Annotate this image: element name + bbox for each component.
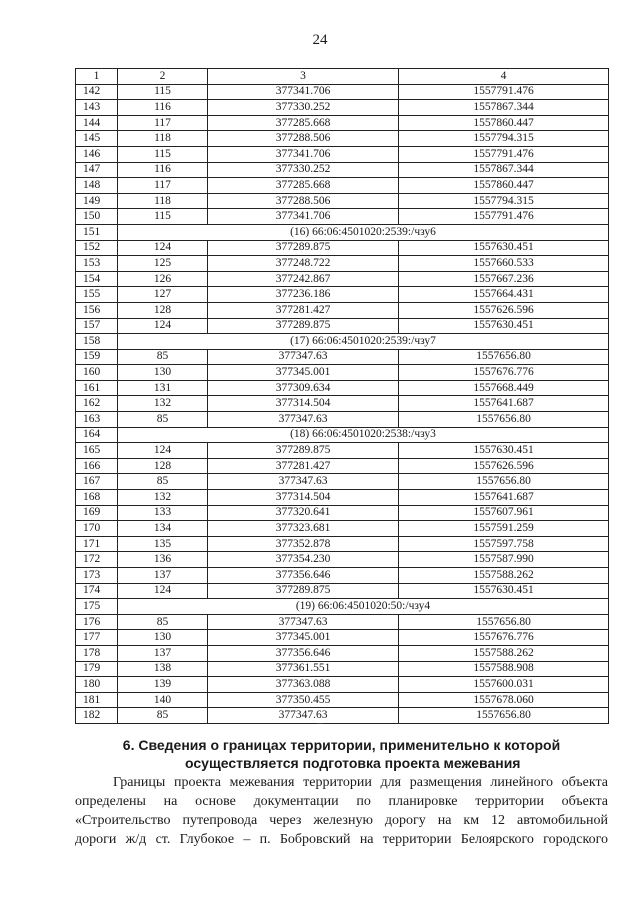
- body-line: определены на основе документации по планировке территории объекта: [75, 794, 608, 809]
- y-coordinate-cell: 1557626.596: [399, 458, 609, 474]
- y-coordinate-cell: 1557791.476: [399, 209, 609, 225]
- x-coordinate-cell: 377356.646: [208, 568, 399, 584]
- point-number-cell: 115: [118, 146, 208, 162]
- x-coordinate-cell: 377314.504: [208, 396, 399, 412]
- table-group-row: [76, 599, 609, 615]
- x-coordinate-cell: 377330.252: [208, 162, 399, 178]
- x-coordinate-cell: 377320.641: [208, 505, 399, 521]
- x-coordinate-cell: 377289.875: [208, 583, 399, 599]
- y-coordinate-cell: 1557626.596: [399, 302, 609, 318]
- x-coordinate-cell: 377289.875: [208, 318, 399, 334]
- x-coordinate-cell: 377236.186: [208, 287, 399, 303]
- point-number-cell: 85: [118, 349, 208, 365]
- y-coordinate-cell: 1557660.533: [399, 256, 609, 272]
- y-coordinate-cell: 1557656.80: [399, 614, 609, 630]
- table-row: [76, 583, 609, 599]
- row-number-cell: 155: [76, 287, 118, 303]
- y-coordinate-cell: 1557667.236: [399, 271, 609, 287]
- row-number-cell: 164: [76, 427, 118, 443]
- y-coordinate-cell: 1557656.80: [399, 474, 609, 490]
- page-number: 24: [312, 32, 328, 48]
- parcel-label-cell: (19) 66:06:4501020:50:/чзу4: [118, 599, 609, 615]
- row-number-cell: 181: [76, 692, 118, 708]
- row-number-cell: 158: [76, 334, 118, 350]
- table-row: [76, 365, 609, 381]
- point-number-cell: 137: [118, 645, 208, 661]
- table-row: [76, 677, 609, 693]
- table-row: [76, 412, 609, 428]
- row-number-cell: 142: [76, 84, 118, 100]
- row-number-cell: 148: [76, 178, 118, 194]
- y-coordinate-cell: 1557587.990: [399, 552, 609, 568]
- parcel-label-cell: (17) 66:06:4501020:2539:/чзу7: [118, 334, 609, 350]
- row-number-cell: 152: [76, 240, 118, 256]
- row-number-cell: 179: [76, 661, 118, 677]
- row-number-cell: 171: [76, 536, 118, 552]
- row-number-cell: 144: [76, 115, 118, 131]
- section-body: [75, 773, 608, 849]
- body-line: «Строительство путепровода через железную дорогу на км 12 автомобильной: [75, 813, 608, 828]
- table-row: [76, 318, 609, 334]
- y-coordinate-cell: 1557676.776: [399, 365, 609, 381]
- table-header-row: [76, 69, 609, 85]
- point-number-cell: 131: [118, 380, 208, 396]
- column-header: 2: [118, 69, 208, 85]
- table-row: [76, 302, 609, 318]
- row-number-cell: 163: [76, 412, 118, 428]
- table-group-row: [76, 224, 609, 240]
- table-row: [76, 536, 609, 552]
- row-number-cell: 174: [76, 583, 118, 599]
- x-coordinate-cell: 377356.646: [208, 645, 399, 661]
- point-number-cell: 117: [118, 178, 208, 194]
- parcel-label-cell: (16) 66:06:4501020:2539:/чзу6: [118, 224, 609, 240]
- row-number-cell: 156: [76, 302, 118, 318]
- point-number-cell: 128: [118, 302, 208, 318]
- x-coordinate-cell: 377289.875: [208, 240, 399, 256]
- table-group-row: [76, 334, 609, 350]
- y-coordinate-cell: 1557794.315: [399, 131, 609, 147]
- y-coordinate-cell: 1557656.80: [399, 708, 609, 724]
- parcel-label-cell: (18) 66:06:4501020:2538:/чзу3: [118, 427, 609, 443]
- y-coordinate-cell: 1557664.431: [399, 287, 609, 303]
- point-number-cell: 128: [118, 458, 208, 474]
- row-number-cell: 157: [76, 318, 118, 334]
- table-row: [76, 474, 609, 490]
- table-row: [76, 178, 609, 194]
- point-number-cell: 139: [118, 677, 208, 693]
- y-coordinate-cell: 1557656.80: [399, 349, 609, 365]
- table-row: [76, 271, 609, 287]
- x-coordinate-cell: 377288.506: [208, 193, 399, 209]
- table-row: [76, 645, 609, 661]
- row-number-cell: 159: [76, 349, 118, 365]
- table-row: [76, 162, 609, 178]
- body-line: Границы проекта межевания территории для размещения линейного объекта: [113, 775, 608, 790]
- row-number-cell: 162: [76, 396, 118, 412]
- table-row: [76, 131, 609, 147]
- section-heading: [75, 736, 608, 772]
- table-row: [76, 146, 609, 162]
- point-number-cell: 124: [118, 583, 208, 599]
- table-row: [76, 661, 609, 677]
- point-number-cell: 85: [118, 474, 208, 490]
- x-coordinate-cell: 377242.867: [208, 271, 399, 287]
- row-number-cell: 166: [76, 458, 118, 474]
- x-coordinate-cell: 377285.668: [208, 178, 399, 194]
- y-coordinate-cell: 1557867.344: [399, 162, 609, 178]
- y-coordinate-cell: 1557641.687: [399, 396, 609, 412]
- x-coordinate-cell: 377323.681: [208, 521, 399, 537]
- section-heading-line: 6. Сведения о границах территории, применительно к которой: [122, 737, 561, 753]
- point-number-cell: 85: [118, 708, 208, 724]
- x-coordinate-cell: 377248.722: [208, 256, 399, 272]
- row-number-cell: 160: [76, 365, 118, 381]
- x-coordinate-cell: 377341.706: [208, 209, 399, 225]
- table-row: [76, 396, 609, 412]
- point-number-cell: 127: [118, 287, 208, 303]
- table-row: [76, 630, 609, 646]
- x-coordinate-cell: 377347.63: [208, 708, 399, 724]
- table-row: [76, 490, 609, 506]
- x-coordinate-cell: 377352.878: [208, 536, 399, 552]
- y-coordinate-cell: 1557860.447: [399, 115, 609, 131]
- row-number-cell: 175: [76, 599, 118, 615]
- x-coordinate-cell: 377347.63: [208, 474, 399, 490]
- x-coordinate-cell: 377309.634: [208, 380, 399, 396]
- y-coordinate-cell: 1557678.060: [399, 692, 609, 708]
- row-number-cell: 161: [76, 380, 118, 396]
- table-row: [76, 380, 609, 396]
- point-number-cell: 134: [118, 521, 208, 537]
- y-coordinate-cell: 1557607.961: [399, 505, 609, 521]
- row-number-cell: 180: [76, 677, 118, 693]
- y-coordinate-cell: 1557597.758: [399, 536, 609, 552]
- x-coordinate-cell: 377347.63: [208, 412, 399, 428]
- table-row: [76, 568, 609, 584]
- x-coordinate-cell: 377314.504: [208, 490, 399, 506]
- table-row: [76, 240, 609, 256]
- section-heading-line: осуществляется подготовка проекта межевания: [185, 755, 521, 771]
- x-coordinate-cell: 377289.875: [208, 443, 399, 459]
- point-number-cell: 132: [118, 490, 208, 506]
- row-number-cell: 151: [76, 224, 118, 240]
- x-coordinate-cell: 377361.551: [208, 661, 399, 677]
- point-number-cell: 115: [118, 84, 208, 100]
- y-coordinate-cell: 1557630.451: [399, 240, 609, 256]
- x-coordinate-cell: 377363.088: [208, 677, 399, 693]
- point-number-cell: 140: [118, 692, 208, 708]
- point-number-cell: 85: [118, 412, 208, 428]
- table-row: [76, 443, 609, 459]
- row-number-cell: 178: [76, 645, 118, 661]
- column-header: 1: [76, 69, 118, 85]
- point-number-cell: 116: [118, 162, 208, 178]
- row-number-cell: 146: [76, 146, 118, 162]
- row-number-cell: 172: [76, 552, 118, 568]
- point-number-cell: 118: [118, 193, 208, 209]
- x-coordinate-cell: 377345.001: [208, 630, 399, 646]
- table-row: [76, 115, 609, 131]
- row-number-cell: 165: [76, 443, 118, 459]
- table-group-row: [76, 427, 609, 443]
- y-coordinate-cell: 1557867.344: [399, 100, 609, 116]
- table-row: [76, 521, 609, 537]
- y-coordinate-cell: 1557588.908: [399, 661, 609, 677]
- x-coordinate-cell: 377341.706: [208, 84, 399, 100]
- row-number-cell: 149: [76, 193, 118, 209]
- point-number-cell: 130: [118, 630, 208, 646]
- point-number-cell: 85: [118, 614, 208, 630]
- point-number-cell: 136: [118, 552, 208, 568]
- y-coordinate-cell: 1557600.031: [399, 677, 609, 693]
- table-row: [76, 505, 609, 521]
- row-number-cell: 177: [76, 630, 118, 646]
- x-coordinate-cell: 377347.63: [208, 349, 399, 365]
- y-coordinate-cell: 1557588.262: [399, 568, 609, 584]
- point-number-cell: 118: [118, 131, 208, 147]
- row-number-cell: 169: [76, 505, 118, 521]
- table-row: [76, 552, 609, 568]
- point-number-cell: 137: [118, 568, 208, 584]
- y-coordinate-cell: 1557676.776: [399, 630, 609, 646]
- row-number-cell: 176: [76, 614, 118, 630]
- table-row: [76, 256, 609, 272]
- row-number-cell: 150: [76, 209, 118, 225]
- row-number-cell: 145: [76, 131, 118, 147]
- row-number-cell: 168: [76, 490, 118, 506]
- x-coordinate-cell: 377281.427: [208, 302, 399, 318]
- x-coordinate-cell: 377330.252: [208, 100, 399, 116]
- y-coordinate-cell: 1557860.447: [399, 178, 609, 194]
- row-number-cell: 167: [76, 474, 118, 490]
- x-coordinate-cell: 377350.455: [208, 692, 399, 708]
- x-coordinate-cell: 377354.230: [208, 552, 399, 568]
- table-row: [76, 614, 609, 630]
- row-number-cell: 182: [76, 708, 118, 724]
- point-number-cell: 125: [118, 256, 208, 272]
- y-coordinate-cell: 1557630.451: [399, 583, 609, 599]
- point-number-cell: 135: [118, 536, 208, 552]
- x-coordinate-cell: 377288.506: [208, 131, 399, 147]
- row-number-cell: 143: [76, 100, 118, 116]
- column-header: 4: [399, 69, 609, 85]
- x-coordinate-cell: 377345.001: [208, 365, 399, 381]
- table-row: [76, 349, 609, 365]
- point-number-cell: 133: [118, 505, 208, 521]
- y-coordinate-cell: 1557641.687: [399, 490, 609, 506]
- table-row: [76, 458, 609, 474]
- y-coordinate-cell: 1557588.262: [399, 645, 609, 661]
- point-number-cell: 124: [118, 240, 208, 256]
- y-coordinate-cell: 1557591.259: [399, 521, 609, 537]
- row-number-cell: 154: [76, 271, 118, 287]
- point-number-cell: 132: [118, 396, 208, 412]
- x-coordinate-cell: 377347.63: [208, 614, 399, 630]
- y-coordinate-cell: 1557630.451: [399, 318, 609, 334]
- point-number-cell: 117: [118, 115, 208, 131]
- row-number-cell: 147: [76, 162, 118, 178]
- table-row: [76, 193, 609, 209]
- point-number-cell: 115: [118, 209, 208, 225]
- column-header: 3: [208, 69, 399, 85]
- point-number-cell: 116: [118, 100, 208, 116]
- body-line: дороги ж/д ст. Глубокое – п. Бобровский на территории Белоярского городского: [75, 832, 608, 847]
- table-row: [76, 692, 609, 708]
- y-coordinate-cell: 1557791.476: [399, 146, 609, 162]
- point-number-cell: 130: [118, 365, 208, 381]
- y-coordinate-cell: 1557794.315: [399, 193, 609, 209]
- table-row: [76, 100, 609, 116]
- row-number-cell: 170: [76, 521, 118, 537]
- point-number-cell: 124: [118, 443, 208, 459]
- y-coordinate-cell: 1557791.476: [399, 84, 609, 100]
- x-coordinate-cell: 377281.427: [208, 458, 399, 474]
- x-coordinate-cell: 377285.668: [208, 115, 399, 131]
- point-number-cell: 124: [118, 318, 208, 334]
- row-number-cell: 153: [76, 256, 118, 272]
- separator-dash: –: [317, 718, 323, 729]
- point-number-cell: 138: [118, 661, 208, 677]
- y-coordinate-cell: 1557630.451: [399, 443, 609, 459]
- row-number-cell: 173: [76, 568, 118, 584]
- coordinates-table: [75, 68, 609, 724]
- y-coordinate-cell: 1557668.449: [399, 380, 609, 396]
- table-row: [76, 287, 609, 303]
- table-row: [76, 84, 609, 100]
- x-coordinate-cell: 377341.706: [208, 146, 399, 162]
- y-coordinate-cell: 1557656.80: [399, 412, 609, 428]
- point-number-cell: 126: [118, 271, 208, 287]
- table-row: [76, 209, 609, 225]
